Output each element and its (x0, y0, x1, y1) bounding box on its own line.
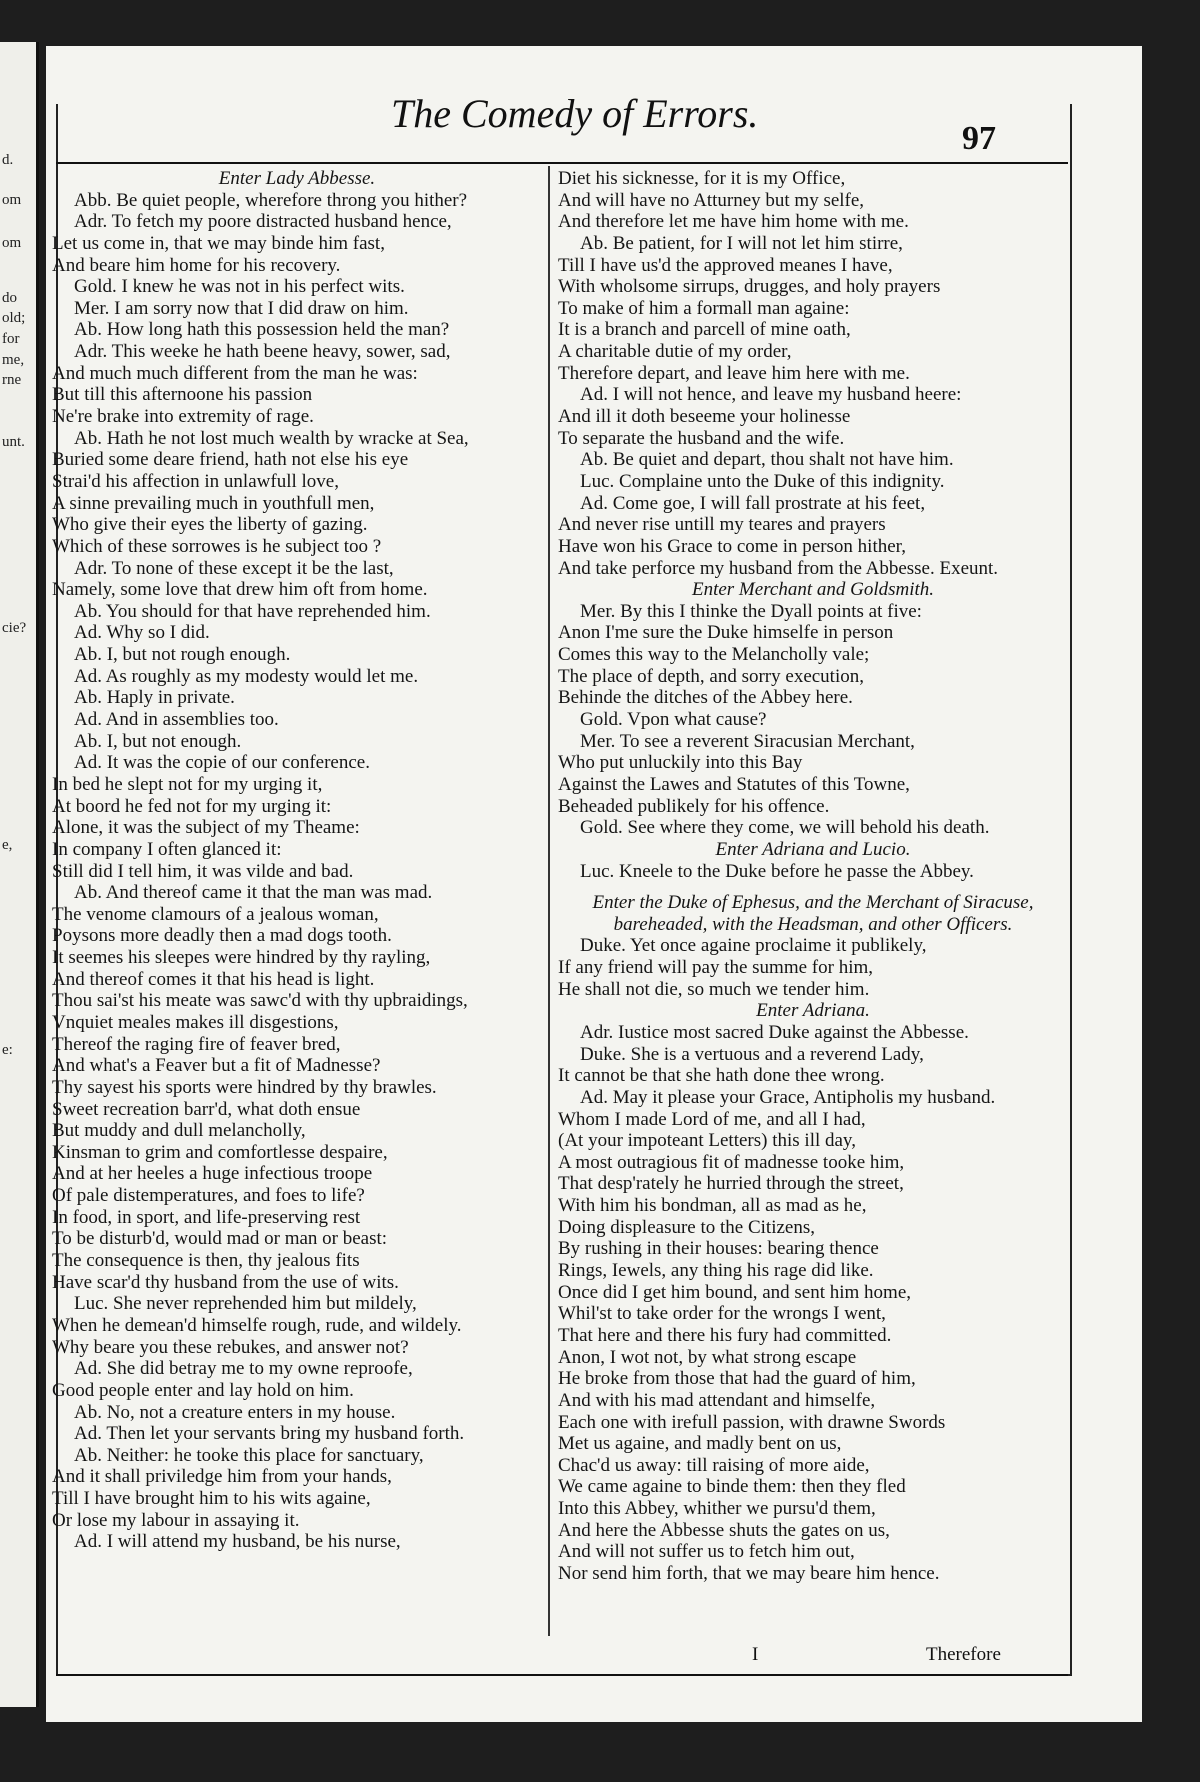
text-line: In bed he slept not for my urging it, (52, 773, 323, 795)
text-line: And at her heeles a huge infectious troope (52, 1163, 373, 1185)
previous-page-fragment: e: (2, 1042, 13, 1058)
text-line: Ad. It was the copie of our conference. (74, 752, 370, 774)
text-line: Ab. I, but not enough. (74, 730, 242, 752)
text-line: Therefore depart, and leave him here with me. (558, 362, 910, 384)
text-line: And what's a Feaver but a fit of Madnesse? (52, 1055, 381, 1077)
previous-page-edge (0, 42, 39, 1707)
text-line: But muddy and dull melancholly, (52, 1120, 306, 1142)
text-line: He broke from those that had the guard of him, (558, 1368, 916, 1390)
text-line: The place of depth, and sorry execution, (558, 665, 864, 687)
text-line: Have scar'd thy husband from the use of wits. (52, 1271, 399, 1293)
text-line: Ab. Be quiet and depart, thou shalt not have him. (580, 449, 954, 471)
text-line: Anon I'me sure the Duke himselfe in person (558, 622, 894, 644)
text-line: Mer. By this I thinke the Dyall points at five: (580, 600, 922, 622)
stage-direction: Enter Adriana. (756, 1000, 870, 1022)
text-line: To separate the husband and the wife. (558, 427, 845, 449)
text-line: Gold. See where they come, we will behold his death. (580, 817, 990, 839)
previous-page-fragment: om (2, 235, 22, 251)
text-line: A charitable dutie of my order, (558, 341, 792, 363)
stage-direction: Enter Adriana and Lucio. (715, 838, 911, 860)
text-line: The venome clamours of a jealous woman, (52, 903, 379, 925)
left-text-column (52, 168, 542, 1553)
text-line: Into this Abbey, whither we pursu'd them, (558, 1498, 876, 1520)
text-line: Thy sayest his sports were hindred by thy brawles. (52, 1076, 437, 1098)
previous-page-fragment: for (2, 331, 20, 347)
text-line: That desp'rately he hurried through the street, (558, 1173, 904, 1195)
text-line: Met us againe, and madly bent on us, (558, 1433, 842, 1455)
text-line: We came againe to binde them: then they fled (558, 1476, 906, 1498)
text-line: Strai'd his affection in unlawfull love, (52, 470, 339, 492)
text-line: And take perforce my husband from the Abbesse. Exeunt. (558, 557, 999, 579)
text-line: A sinne prevailing much in youthfull men, (52, 492, 375, 514)
text-line: Gold. I knew he was not in his perfect wits. (74, 276, 405, 298)
text-line: Diet his sicknesse, for it is my Office, (558, 168, 846, 189)
text-line: And it shall priviledge him from your hands, (52, 1466, 392, 1488)
stage-direction: Enter Merchant and Goldsmith. (691, 579, 935, 601)
text-line: And will have no Atturney but my selfe, (558, 189, 865, 211)
text-line: But till this afternoone his passion (52, 384, 313, 406)
text-line: With him his bondman, all as mad as he, (558, 1195, 867, 1217)
previous-page-fragment: d. (2, 152, 14, 168)
previous-page-fragment: rne (2, 372, 22, 388)
text-line: Luc. She never reprehended him but mildely, (74, 1293, 417, 1315)
text-line: Good people enter and lay hold on him. (52, 1379, 354, 1401)
text-line: Thou sai'st his meate was sawc'd with thy upbraidings, (52, 990, 468, 1012)
text-line: That here and there his fury had committed. (558, 1324, 892, 1346)
text-line: Duke. She is a vertuous and a reverend Lady, (580, 1043, 924, 1065)
text-line: And thereof comes it that his head is light. (52, 968, 375, 990)
text-line: Ad. I will attend my husband, be his nurse, (74, 1531, 401, 1553)
text-line: Ab. Hath he not lost much wealth by wracke at Sea, (74, 427, 469, 449)
text-line: Ad. And in assemblies too. (74, 709, 279, 731)
previous-page-fragment: cie? (2, 620, 27, 636)
text-line: It seemes his sleepes were hindred by thy rayling, (52, 947, 431, 969)
text-line: Adr. To fetch my poore distracted husband hence, (74, 211, 452, 233)
text-line: Ad. Come goe, I will fall prostrate at his feet, (580, 492, 926, 514)
text-line: Or lose my labour in assaying it. (52, 1509, 300, 1531)
text-line: Duke. Yet once againe proclaime it publikely, (580, 935, 927, 957)
text-line: Anon, I wot not, by what strong escape (558, 1346, 857, 1368)
text-line: The consequence is then, thy jealous fits (52, 1250, 360, 1272)
text-line: Comes this way to the Melancholly vale; (558, 644, 870, 666)
text-line: Ad. I will not hence, and leave my husband heere: (580, 384, 962, 406)
text-line: And will not suffer us to fetch him out, (558, 1541, 855, 1563)
catchword: Therefore (926, 1644, 1001, 1665)
text-line: Ad. Why so I did. (74, 622, 210, 644)
text-line: Gold. Vpon what cause? (580, 709, 767, 731)
text-line: Thereof the raging fire of feaver bred, (52, 1033, 341, 1055)
text-line: And much much different from the man he was: (52, 362, 418, 384)
text-line: Ab. Neither: he tooke this place for sanctuary, (74, 1444, 424, 1466)
previous-page-fragment: unt. (2, 434, 25, 450)
text-line: Whil'st to take order for the wrongs I went, (558, 1303, 886, 1325)
text-line: Of pale distemperatures, and foes to life? (52, 1185, 365, 1207)
text-line: And never rise untill my teares and prayers (558, 514, 886, 536)
text-line: Whom I made Lord of me, and all I had, (558, 1108, 866, 1130)
text-line: Beheaded publikely for his offence. (558, 795, 830, 817)
text-line: When he demean'd himselfe rough, rude, and wildely. (52, 1314, 462, 1336)
text-line: Buried some deare friend, hath not else his eye (52, 449, 409, 471)
previous-page-fragment: om (2, 192, 22, 208)
text-line: Who give their eyes the liberty of gazing. (52, 514, 368, 536)
text-line: Adr. This weeke he hath beene heavy, sower, sad, (74, 341, 451, 363)
footer-rule (56, 1674, 1068, 1676)
text-line: To be disturb'd, would mad or man or beast: (52, 1228, 388, 1250)
stage-direction: bareheaded, with the Headsman, and other Officers. (613, 913, 1013, 935)
text-line: Ab. How long hath this possession held the man? (74, 319, 450, 341)
text-line: Luc. Kneele to the Duke before he passe the Abbey. (580, 860, 974, 882)
text-line: Ab. Haply in private. (74, 687, 235, 709)
text-line: Alone, it was the subject of my Theame: (52, 817, 360, 839)
column-divider (548, 166, 550, 1636)
text-line: With wholsome sirrups, drugges, and holy prayers (558, 276, 941, 298)
text-line: Abb. Be quiet people, wherefore throng you hither? (74, 189, 468, 211)
text-line: A most outragious fit of madnesse tooke him, (558, 1151, 905, 1173)
text-line: Mer. To see a reverent Siracusian Merchant, (580, 730, 915, 752)
stage-direction: Enter the Duke of Ephesus, and the Merchant of Siracuse, (592, 892, 1034, 914)
running-title: The Comedy of Errors. (391, 91, 759, 136)
text-line: Luc. Complaine unto the Duke of this indignity. (580, 470, 945, 492)
text-line: Ab. You should for that have reprehended him. (74, 600, 431, 622)
text-line (558, 882, 1068, 892)
text-line: Till I have us'd the approved meanes I have, (558, 254, 893, 276)
text-line: And beare him home for his recovery. (52, 254, 341, 276)
text-line: It is a branch and parcell of mine oath, (558, 319, 851, 341)
text-line: Who put unluckily into this Bay (558, 752, 803, 774)
text-line: Till I have brought him to his wits againe, (52, 1488, 371, 1510)
text-line: Chac'd us away: till raising of more aide, (558, 1454, 870, 1476)
text-line: Sweet recreation barr'd, what doth ensue (52, 1098, 361, 1120)
signature-mark: I (752, 1644, 759, 1665)
text-line: Ad. As roughly as my modesty would let me. (74, 665, 419, 687)
text-line: Ab. Be patient, for I will not let him stirre, (580, 232, 903, 254)
text-line: To make of him a formall man againe: (558, 297, 850, 319)
header-rule (56, 162, 1068, 164)
text-line: Once did I get him bound, and sent him home, (558, 1281, 912, 1303)
text-line: Ab. No, not a creature enters in my house. (74, 1401, 396, 1423)
text-line: Have won his Grace to come in person hither, (558, 535, 906, 557)
previous-page-fragment: e, (2, 837, 13, 853)
text-line: Poysons more deadly then a mad dogs tooth. (52, 925, 392, 947)
text-line: Ne're brake into extremity of rage. (52, 406, 314, 428)
stage-direction: Enter Lady Abbesse. (218, 168, 376, 189)
previous-page-fragment: me, (2, 352, 25, 368)
previous-page-fragment: do (2, 290, 17, 306)
text-line: Against the Lawes and Statutes of this Towne, (558, 773, 910, 795)
text-line: Kinsman to grim and comfortlesse despaire, (52, 1141, 388, 1163)
text-line: It cannot be that she hath done thee wrong. (558, 1065, 885, 1087)
right-text-column (558, 168, 1068, 1585)
text-line: Still did I tell him, it was vilde and bad. (52, 860, 354, 882)
text-line: And here the Abbesse shuts the gates on us, (558, 1519, 890, 1541)
text-line: Mer. I am sorry now that I did draw on him. (74, 297, 409, 319)
text-line: Ab. I, but not rough enough. (74, 644, 291, 666)
text-line: And ill it doth beseeme your holinesse (558, 406, 851, 428)
text-line: He shall not die, so much we tender him. (558, 978, 870, 1000)
text-line: Namely, some love that drew him oft from home. (52, 579, 428, 601)
page-number: 97 (962, 120, 996, 157)
text-line: Ad. She did betray me to my owne reproofe, (74, 1358, 413, 1380)
text-line: Adr. Iustice most sacred Duke against the Abbesse. (580, 1021, 969, 1043)
text-line: In company I often glanced it: (52, 838, 282, 860)
text-line: Vnquiet meales makes ill disgestions, (52, 1011, 339, 1033)
text-line: At boord he fed not for my urging it: (52, 795, 332, 817)
text-line: (At your impoteant Letters) this ill day, (558, 1130, 856, 1152)
text-line: Behinde the ditches of the Abbey here. (558, 687, 853, 709)
text-line: Which of these sorrowes is he subject too ? (52, 535, 382, 557)
text-line: Rings, Iewels, any thing his rage did like. (558, 1260, 874, 1282)
text-line: Each one with irefull passion, with drawne Swords (558, 1411, 946, 1433)
text-line: And with his mad attendant and himselfe, (558, 1389, 876, 1411)
text-line: And therefore let me have him home with me. (558, 211, 909, 233)
text-line: In food, in sport, and life-preserving rest (52, 1206, 361, 1228)
text-line: Ad. May it please your Grace, Antipholis my husband. (580, 1086, 996, 1108)
text-line: Ad. Then let your servants bring my husband forth. (74, 1423, 465, 1445)
text-line: By rushing in their houses: bearing thence (558, 1238, 879, 1260)
text-line: Why beare you these rebukes, and answer not? (52, 1336, 409, 1358)
text-line: Doing displeasure to the Citizens, (558, 1216, 815, 1238)
text-line: Adr. To none of these except it be the last, (74, 557, 394, 579)
folio-page (46, 46, 1142, 1722)
text-line: Nor send him forth, that we may beare him hence. (558, 1563, 940, 1584)
text-line: Let us come in, that we may binde him fast, (52, 232, 385, 254)
previous-page-fragment: old; (2, 310, 26, 326)
text-line: If any friend will pay the summe for him, (558, 957, 874, 979)
text-line: Ab. And thereof came it that the man was mad. (74, 882, 433, 904)
